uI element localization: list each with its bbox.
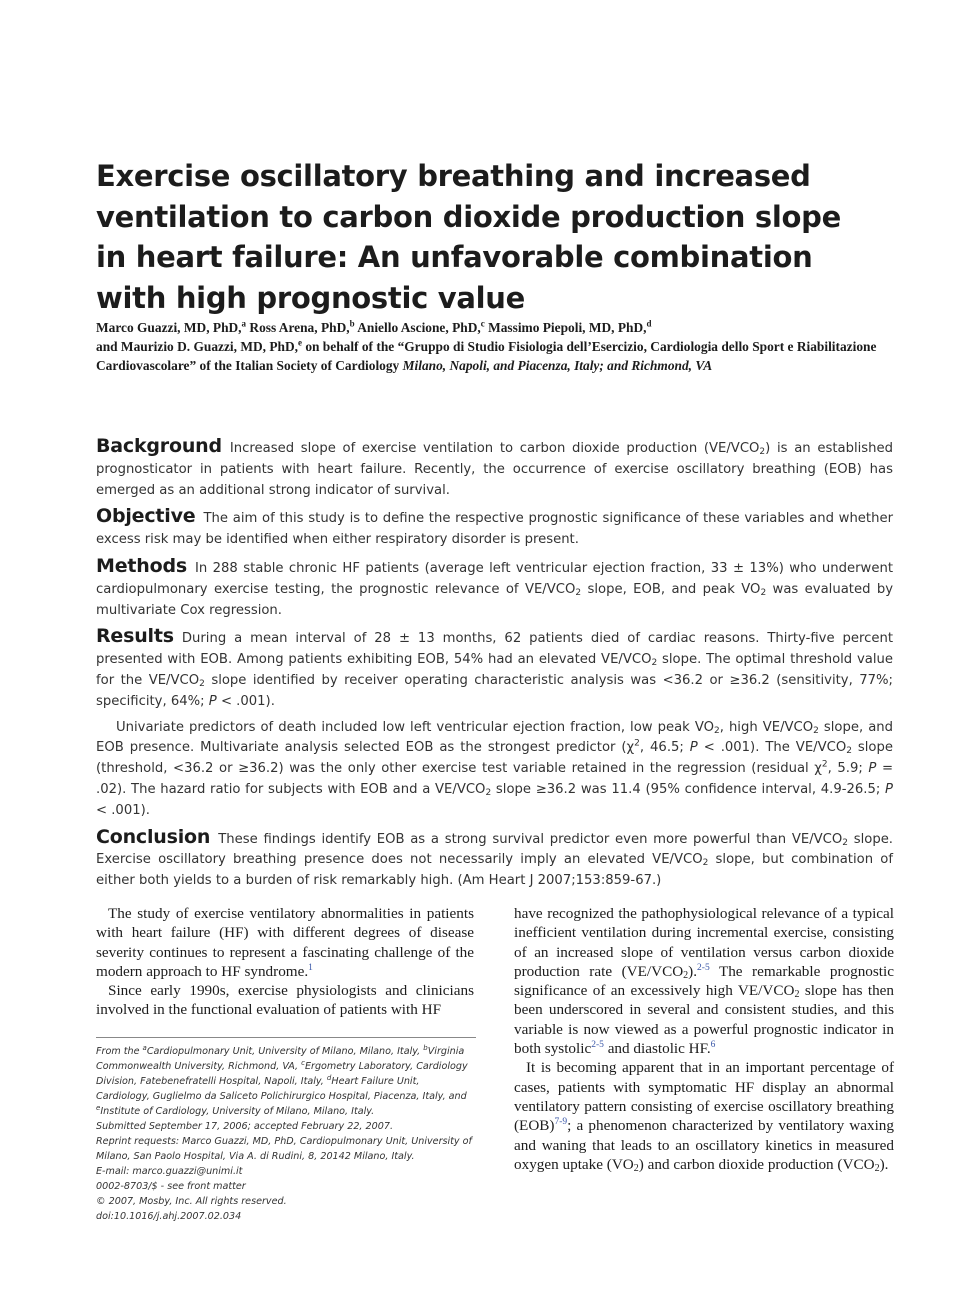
affiliation-marker: a xyxy=(241,318,247,329)
reference-link[interactable]: 1 xyxy=(308,962,313,973)
section-heading: Methods xyxy=(96,554,187,577)
reference-link[interactable]: 7-9 xyxy=(554,1117,568,1128)
author-name: Marco Guazzi, MD, PhD, xyxy=(96,320,242,335)
footnotes xyxy=(96,1044,476,1224)
affiliation-marker: e xyxy=(297,337,302,348)
author-list xyxy=(96,318,896,375)
abstract-methods: Methods In 288 stable chronic HF patients (average left ventricular ejection fraction, 33 ± 13%) who underwent cardiopulmonary exercise testing, the prognostic relevance of $VE/VCO_2$ slope, EOB, and peak $VO_2$ was evaluated by multivariate Cox regression. xyxy=(96,554,893,618)
body-column-right xyxy=(514,904,894,1174)
body-paragraph: It is becoming apparent that in an important percentage of cases, patients with symptomatic HF display an abnormal ventilatory pattern consisting of exercise oscillatory breathing (EOB)$^{7-9}$; a phenomenon characterized by ventilatory waxing and waning that leads to an oscillatory kinetics in measured oxygen uptake $(VO_2)$ and carbon dioxide production $(VCO_2)$. xyxy=(514,1059,894,1174)
affiliation-marker: d xyxy=(646,318,652,329)
reprint-requests: Reprint requests: Marco Guazzi, MD, PhD, Cardiopulmonary Unit, University of Milano, San Paolo Hospital, Via A. di Rudini, 8, 20142 Milano, Italy. xyxy=(96,1136,472,1162)
footnote-divider xyxy=(96,1037,476,1038)
affiliation-marker: c xyxy=(480,318,485,329)
abstract-results: Results During a mean interval of 28 ± 13 months, 62 patients died of cardiac reasons. Thirty-five percent presented with EOB. Among patients exhibiting EOB, 54% had an elevated $VE/VCO_2$ slope. The optimal threshold value for the $VE/VCO_2$ slope identified by receiver operating characteristic analysis was <36.2 or ≥36.2 (sensitivity, 77%; specificity, 64%; P < .001). xyxy=(96,625,893,709)
abstract-results-continued: Univariate predictors of death included low left ventricular ejection fraction, low peak $VO_2$, high $VE/VCO_2$ slope, and EOB presence. Multivariate analysis selected EOB as the strongest predictor ($\chi^2$, 46.5; P < .001). The $VE/VCO_2$ slope (threshold, <36.2 or ≥36.2) was the only other exercise test variable retained in the regression (residual $\chi^2$, 5.9; P = .02). The hazard ratio for subjects with EOB and a $VE/VCO_2$ slope ≥36.2 was 11.4 (95% confidence interval, 4.9-26.5; P < .001). xyxy=(96,719,894,818)
reference-link[interactable]: 6 xyxy=(710,1040,716,1051)
body-paragraph: Since early 1990s, exercise physiologists and clinicians involved in the functional evaluation of patients with HF xyxy=(96,982,474,1019)
body-paragraph: have recognized the pathophysiological relevance of a typical inefficient ventilation during incremental exercise, consisting of an increased slope of ventilation versus carbon dioxide production rate $(VE/VCO_2).^{2-5}$ The remarkable prognostic significance of an excessively high $VE/VCO_2$ slope has then been underscored in several and consistent studies, and this variable is now viewed as a powerful prognostic indicator in both systolic$^{2-5}$ and diastolic HF.$^6$ xyxy=(514,905,895,1058)
author-name: and Maurizio D. Guazzi, MD, PhD, xyxy=(96,339,298,354)
reference-link[interactable]: 2-5 xyxy=(697,962,710,973)
section-heading: Background xyxy=(96,435,222,457)
section-heading: Results xyxy=(96,625,174,648)
abstract xyxy=(96,436,893,897)
reference-link[interactable]: 2-5 xyxy=(591,1040,604,1051)
abstract-objective: Objective The aim of this study is to define the respective prognostic significance of these variables and whether excess risk may be identified when either respiratory disorder is present. xyxy=(96,505,893,548)
author-name: Aniello Ascione, PhD, xyxy=(354,320,481,335)
section-heading: Conclusion xyxy=(96,825,211,848)
article-title: Exercise oscillatory breathing and increased ventilation to carbon dioxide production slope in heart failure: An unfavorable combination with high prognostic value xyxy=(96,159,841,315)
author-locations: Milano, Napoli, and Piacenza, Italy; and Richmond, VA xyxy=(402,358,713,373)
author-name: Massimo Piepoli, MD, PhD, xyxy=(484,320,647,335)
abstract-background: Background Increased slope of exercise ventilation to carbon dioxide production $(VE/VCO_2)$ is an established prognosticator in patients with heart failure. Recently, the occurrence of exercise oscillatory breathing (EOB) has emerged as an additional strong indicator of survival. xyxy=(96,435,893,498)
copyright-note: © 2007, Mosby, Inc. All rights reserved. xyxy=(96,1196,287,1207)
contact-email: E-mail: marco.guazzi@unimi.it xyxy=(96,1166,243,1177)
abstract-conclusion: Conclusion These findings identify EOB as a strong survival predictor even more powerful than $VE/VCO_2$ slope. Exercise oscillatory breathing presence does not necessarily imply an elevated $VE/VCO_2$ slope, but combination of either both yields to a burden of risk remarkably high. (Am Heart J 2007;153:859-67.) xyxy=(96,825,893,889)
body-paragraph: The study of exercise ventilatory abnormalities in patients with heart failure (HF) with different degrees of disease severity continues to represent a fascinating challenge of the modern approach to HF syndrome.$^1$ xyxy=(96,905,474,980)
submission-dates: Submitted September 17, 2006; accepted February 22, 2007. xyxy=(96,1121,393,1132)
author-name: Ross Arena, PhD, xyxy=(246,320,350,335)
issn-note: 0002-8703/$ - see front matter xyxy=(96,1181,246,1192)
affiliations-note: From the $^a$Cardiopulmonary Unit, University of Milano, Milano, Italy, $^b$Virginia Commonwealth University, Richmond, VA, $^c$Ergometry Laboratory, Cardiology Division, Fatebenefratelli Hospital, Napoli, Italy, $^d$Heart Failure Unit, Cardiology, Guglielmo da Saliceto Polichirurgico Hospital, Piacenza, Italy, and $^e$Institute of Cardiology, University of Milano, Milano, Italy. xyxy=(96,1043,468,1117)
doi-link[interactable]: doi:10.1016/j.ahj.2007.02.034 xyxy=(96,1211,242,1222)
body-column-left xyxy=(96,904,474,1020)
section-heading: Objective xyxy=(96,505,196,528)
affiliation-marker: b xyxy=(349,318,355,329)
author-group: on behalf of the “Gruppo di Studio Fisiologia dell’Esercizio, Cardiologia dello Sport e Riabilitazione Cardiovascolare” of the Italian Society of Cardiology xyxy=(96,339,877,373)
